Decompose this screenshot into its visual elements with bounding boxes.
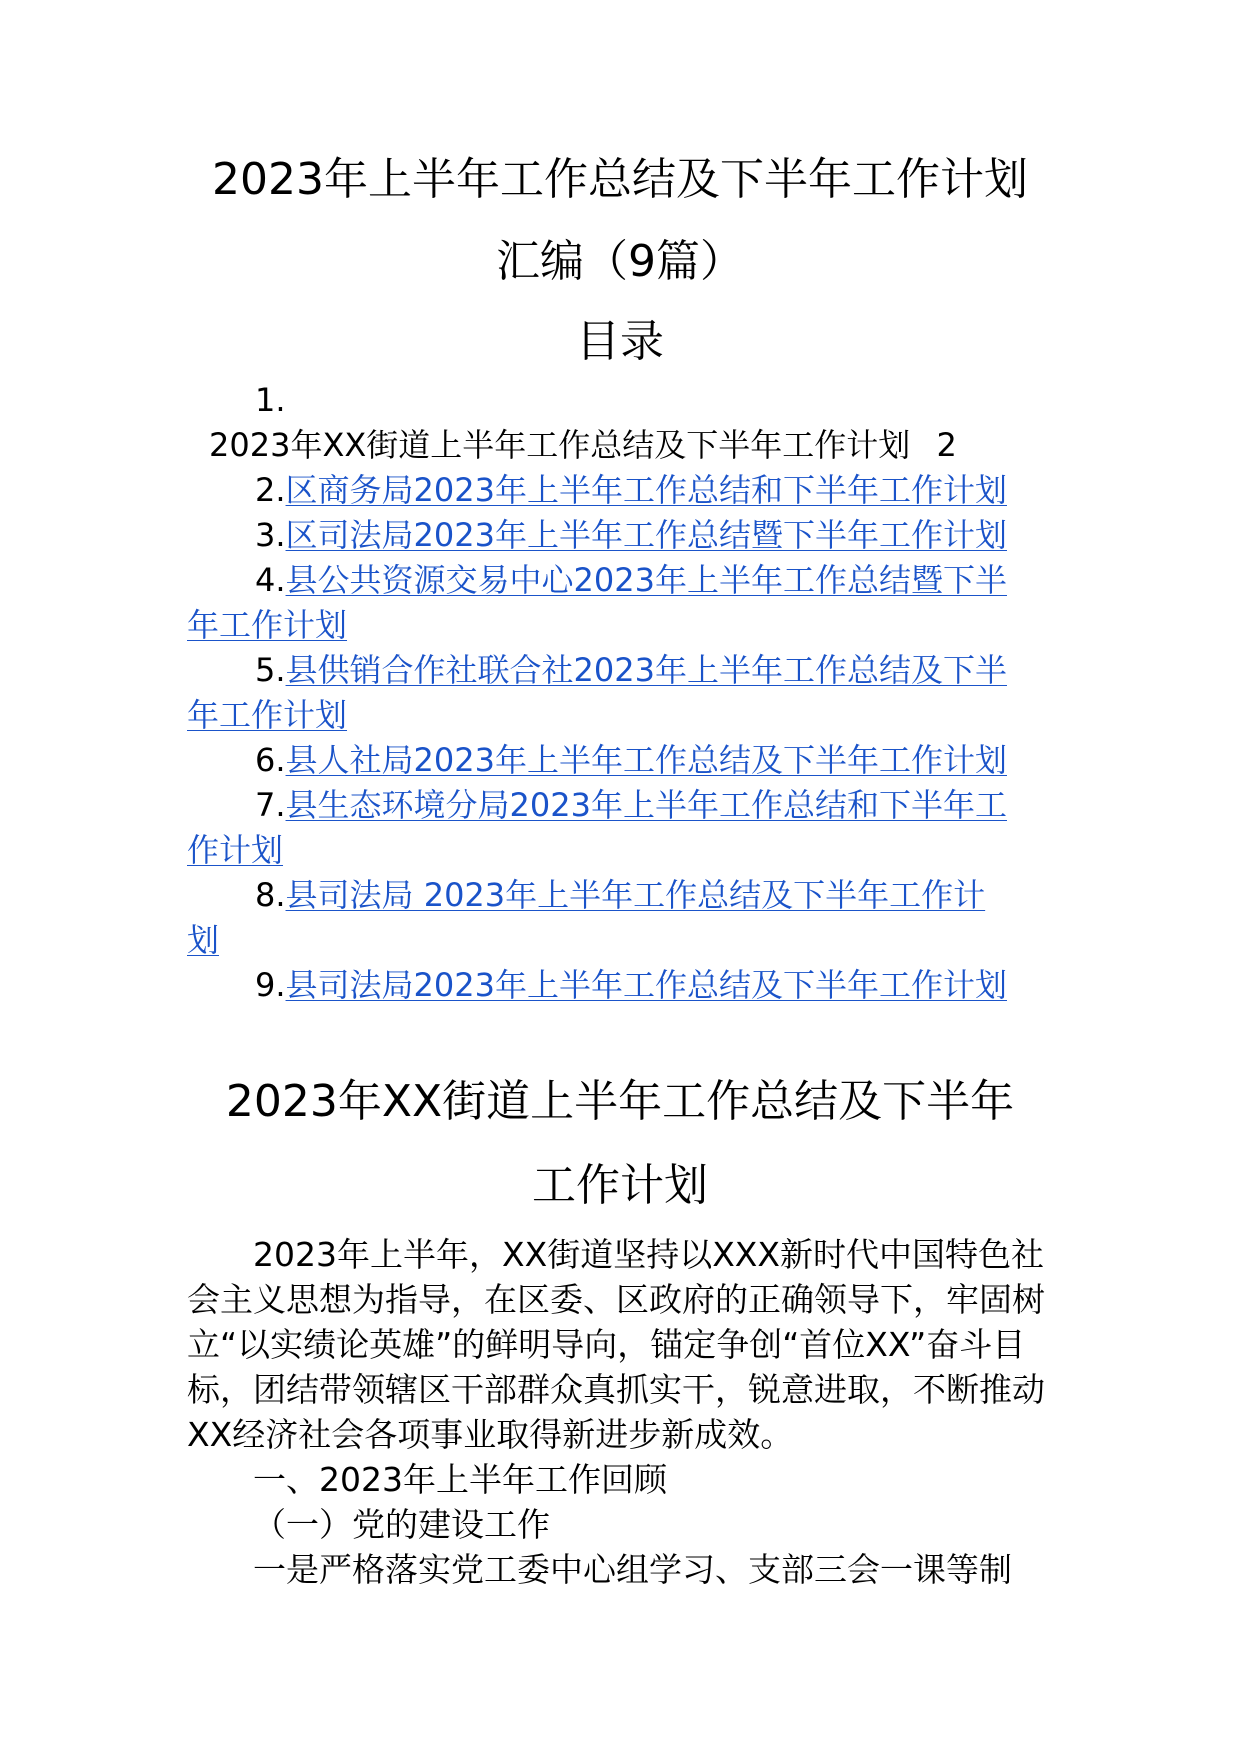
section-heading-level1: 一、2023年上半年工作回顾 xyxy=(253,1460,667,1499)
toc-item-1[interactable] xyxy=(187,378,1053,468)
toc-item-9[interactable] xyxy=(187,963,1053,1008)
toc-item-number: 5. xyxy=(255,651,286,689)
toc-item-number: 3. xyxy=(255,516,286,554)
toc-item-8[interactable] xyxy=(187,873,1053,963)
toc-page-number: 2 xyxy=(936,426,957,464)
document-title-line2: 汇编（9篇） xyxy=(496,236,744,287)
body-paragraph: 2023年上半年，XX街道坚持以XXX新时代中国特色社会主义思想为指导，在区委、区政府的正确领导下，牢固树立“以实绩论英雄”的鲜明导向，锚定争创“首位XX”奋斗目标，团结带领辖区干部群众真抓实干，锐意进取，不断推动XX经济社会各项事业取得新进步新成效。 xyxy=(187,1235,1045,1454)
toc-link-continued[interactable]: 划 xyxy=(187,921,220,959)
toc-item-number: 6. xyxy=(255,741,286,779)
toc-link-continued[interactable]: 作计划 xyxy=(187,831,284,869)
toc-item-number: 9. xyxy=(255,966,286,1004)
toc-link-continued[interactable]: 年工作计划 xyxy=(187,696,348,734)
toc-link[interactable]: 县司法局2023年上半年工作总结及下半年工作计划 xyxy=(285,966,1007,1004)
toc-item-4[interactable] xyxy=(187,558,1053,648)
toc-link-continued[interactable]: 年工作计划 xyxy=(187,606,348,644)
toc-item-7[interactable] xyxy=(187,783,1053,873)
toc-link[interactable]: 县生态环境分局2023年上半年工作总结和下半年工 xyxy=(285,786,1007,824)
toc-link[interactable]: 县人社局2023年上半年工作总结及下半年工作计划 xyxy=(285,741,1007,779)
toc-item-number: 1. xyxy=(255,381,286,419)
section-heading-level2: （一）党的建设工作 xyxy=(253,1505,550,1544)
section-title-line1: 2023年XX街道上半年工作总结及下半年 xyxy=(225,1076,1015,1127)
toc-link[interactable]: 区商务局2023年上半年工作总结和下半年工作计划 xyxy=(285,471,1007,509)
toc-item-2[interactable] xyxy=(187,468,1053,513)
toc-item-5[interactable] xyxy=(187,648,1053,738)
table-of-contents xyxy=(187,378,1053,1008)
toc-item-number: 2. xyxy=(255,471,286,509)
toc-item-number: 7. xyxy=(255,786,286,824)
toc-link[interactable]: 县供销合作社联合社2023年上半年工作总结及下半 xyxy=(285,651,1007,689)
toc-item-number: 8. xyxy=(255,876,286,914)
toc-link[interactable]: 县司法局 2023年上半年工作总结及下半年工作计 xyxy=(285,876,986,914)
toc-link[interactable]: 区司法局2023年上半年工作总结暨下半年工作计划 xyxy=(285,516,1007,554)
section-title-line2: 工作计划 xyxy=(532,1160,708,1211)
toc-heading: 目录 xyxy=(576,316,664,367)
toc-item-number: 4. xyxy=(255,561,286,599)
body-paragraph-start: 一是严格落实党工委中心组学习、支部三会一课等制 xyxy=(253,1550,1012,1589)
toc-item-3[interactable] xyxy=(187,513,1053,558)
toc-link[interactable]: 县公共资源交易中心2023年上半年工作总结暨下半 xyxy=(285,561,1007,599)
toc-item-label: 2023年XX街道上半年工作总结及下半年工作计划 xyxy=(209,426,911,464)
toc-item-6[interactable] xyxy=(187,738,1053,783)
section-body xyxy=(187,1232,1077,1592)
document-title-line1: 2023年上半年工作总结及下半年工作计划 xyxy=(212,154,1028,205)
